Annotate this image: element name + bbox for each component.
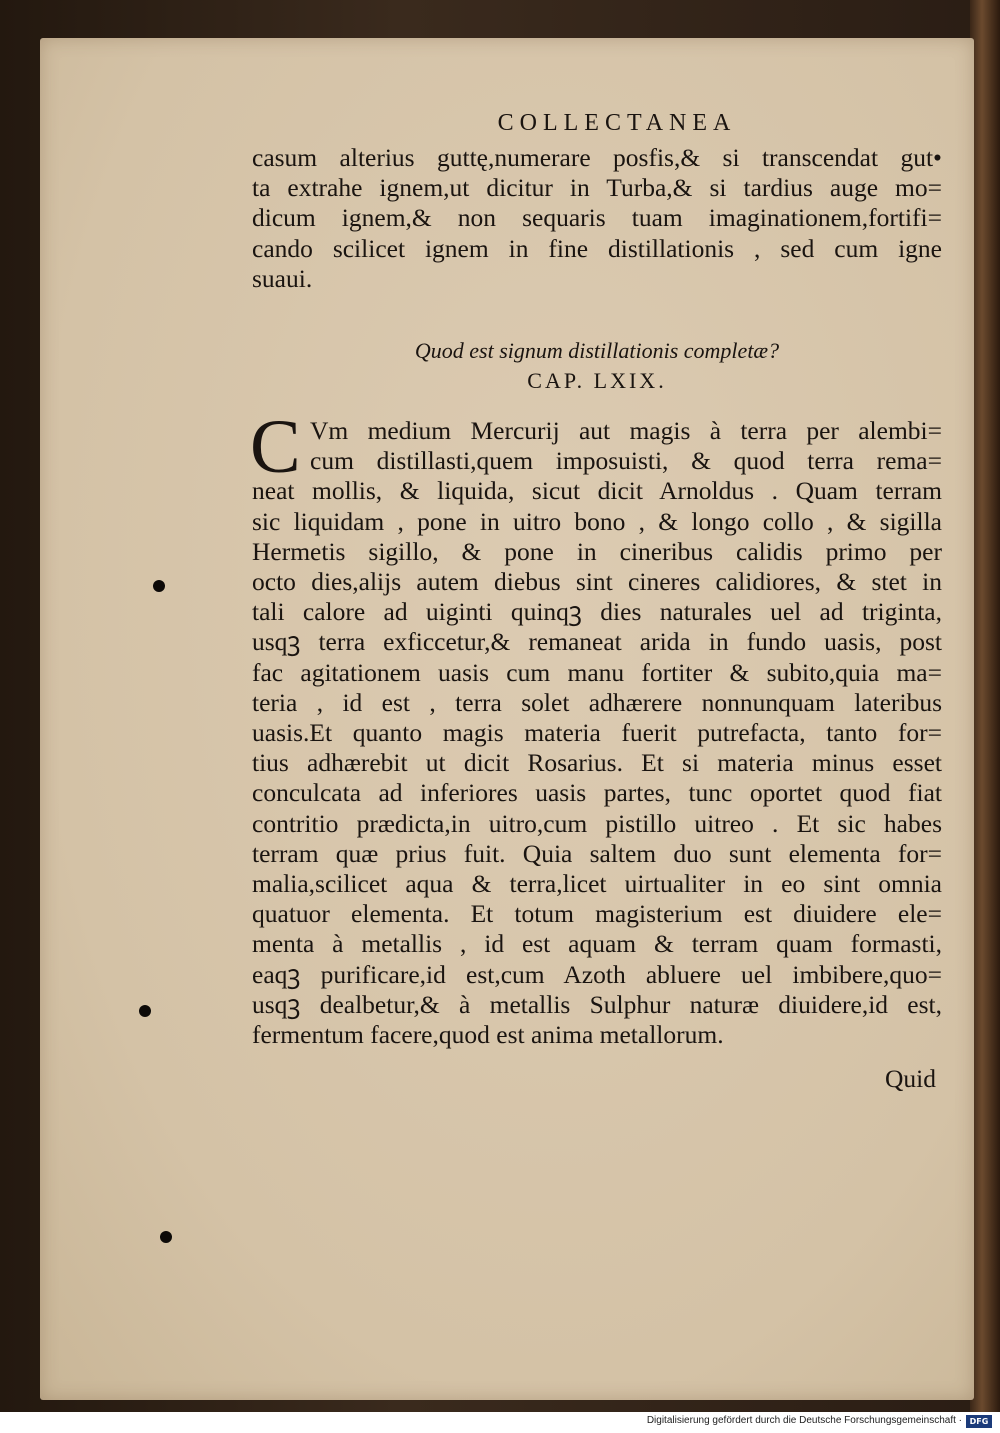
text-line: Hermetis sigillo, & pone in cineribus calidis primo per [252, 536, 942, 566]
drop-cap: C [250, 405, 301, 490]
text-line: eaqꝫ purificare,id est,cum Azoth abluere uel imbibere,quo= [252, 959, 942, 989]
text-line: sic liquidam , pone in uitro bono , & longo collo , & sigilla [252, 506, 942, 536]
text-line: contritio prædicta,in uitro,cum pistillo uitreo . Et sic habes [252, 808, 942, 838]
text-line: quatuor elementa. Et totum magisterium est diuidere ele= [252, 899, 942, 929]
footer-strip [0, 1412, 1000, 1433]
intro-paragraph [252, 143, 942, 294]
text-line: terram quæ prius fuit. Quia saltem duo sunt elementa for= [252, 838, 942, 868]
text-line: fermentum facere,quod est anima metallorum. [252, 1020, 724, 1050]
digitization-credit: Digitalisierung gefördert durch die Deutsche Forschungsgemeinschaft · [646, 1415, 962, 1426]
chapter-number: CAP. LXIX. [527, 368, 667, 394]
text-line: menta à metallis , id est aquam & terram quam formasti, [252, 929, 942, 959]
chapter-body [250, 405, 942, 1050]
text-line: octo dies,alijs autem diebus sint cineres calidiores, & stet in [252, 567, 942, 597]
text-line: teria , id est , terra solet adhærere nonnunquam lateribus [252, 687, 942, 717]
text-line: fac agitationem uasis cum manu fortiter & subito,quia ma= [252, 657, 942, 687]
text-line: casum alterius guttę,numerare posfis,& si transcendat gut• [252, 143, 942, 172]
text-line: usqꝫ dealbetur,& à metallis Sulphur naturæ diuidere,id est, [252, 989, 942, 1019]
text-line: conculcata ad inferiores uasis partes, tunc oportet quod fiat [252, 778, 942, 808]
text-line: tius adhærebit ut dicit Rosarius. Et si materia minus esset [252, 748, 942, 778]
text-line: neat mollis, & liquida, sicut dicit Arnoldus . Quam terram [252, 476, 942, 506]
text-line: dicum ignem,& non sequaris tuam imaginationem,fortifi= [252, 203, 942, 233]
text-line: usqꝫ terra exficcetur,& remaneat arida in fundo uasis, post [252, 627, 942, 657]
text-line: ta extrahe ignem,ut dicitur in Turba,& si tardius auge mo= [252, 173, 942, 203]
text-line: tali calore ad uiginti quinqꝫ dies naturales uel ad triginta, [252, 597, 942, 627]
text-line: suaui. [252, 263, 313, 293]
dfg-logo: DFG [966, 1415, 992, 1428]
book-page [40, 38, 974, 1400]
text-line: cum distillasti,quem imposuisti, & quod terra rema= [310, 446, 942, 476]
running-head: COLLECTANEA [497, 110, 737, 136]
ink-dot [139, 1005, 151, 1017]
text-line: cando scilicet ignem in fine distillationis , sed cum igne [252, 233, 942, 263]
ink-dot [160, 1231, 172, 1243]
chapter-title: Quod est signum distillationis completæ? [414, 338, 780, 364]
ink-dot [153, 580, 165, 592]
page-text-block [252, 110, 942, 1094]
text-line: malia,scilicet aqua & terra,licet uirtualiter in eo sint omnia [252, 869, 942, 899]
text-line: uasis.Et quanto magis materia fuerit putrefacta, tanto for= [252, 718, 942, 748]
text-line: Vm medium Mercurij aut magis à terra per alembi= [310, 416, 942, 446]
book-binding-edge [970, 0, 1000, 1412]
catchword: Quid [885, 1064, 936, 1094]
